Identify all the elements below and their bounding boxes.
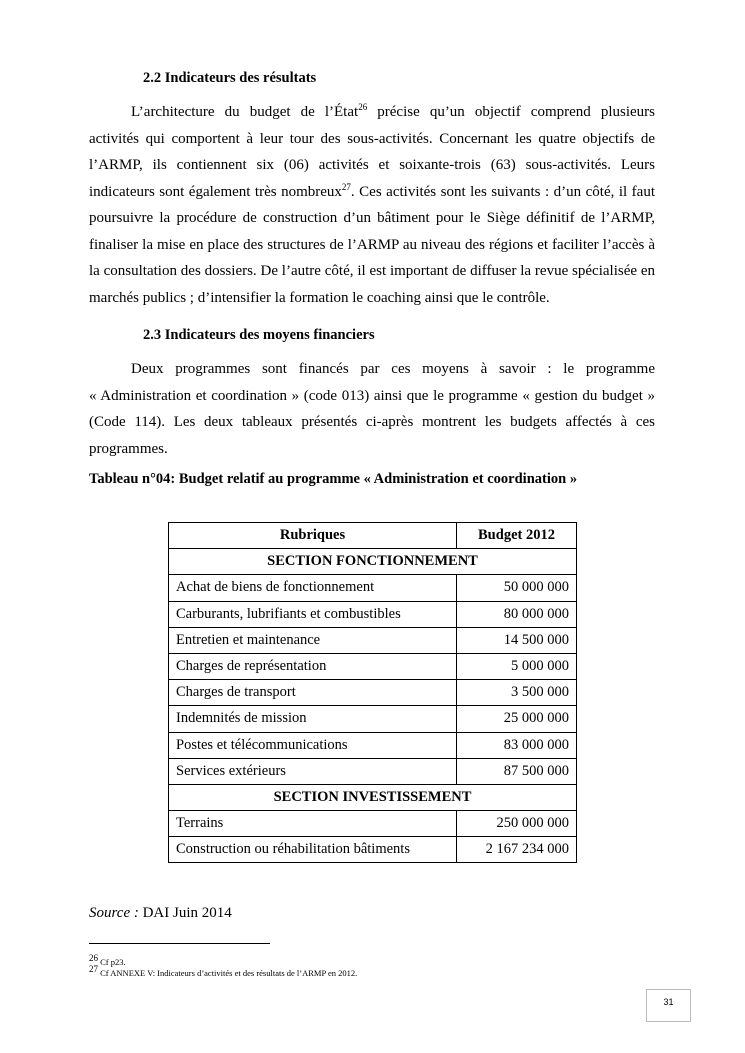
table-row	[169, 601, 577, 627]
budget-cell: 2 167 234 000	[457, 837, 577, 863]
source-label: Source :	[89, 905, 139, 921]
rubrique-cell: Construction ou réhabilitation bâtiments	[169, 837, 457, 863]
footnote-27: $^{27}$ Cf ANNEXE V: Indicateurs d’activités et des résultats de l’ARMP en 2012.	[89, 964, 358, 978]
rubrique-cell: Entretien et maintenance	[169, 627, 457, 653]
text-line: l’ARMP, ils contiennent six (06) activités et soixante-trois (63) sous-activités. Leurs	[89, 157, 655, 173]
text-line: poursuivre la procédure de construction d’un bâtiment pour le Siège définitif de l’ARMP,	[89, 210, 655, 226]
text-line: programmes.	[89, 440, 168, 457]
rubrique-cell: Carburants, lubrifiants et combustibles	[169, 601, 457, 627]
table-row	[169, 706, 577, 732]
page-number: 31	[646, 989, 691, 1022]
budget-cell: 83 000 000	[457, 732, 577, 758]
text-line: la consultation des dossiers. De l’autre côté, il est important de diffuser la revue spécialisée en	[89, 263, 655, 279]
rubrique-cell: Achat de biens de fonctionnement	[169, 575, 457, 601]
text-line: « Administration et coordination » (code 013) ainsi que le programme « gestion du budget »	[89, 387, 655, 404]
table-row	[169, 627, 577, 653]
footnote-separator	[89, 943, 270, 944]
footnote-ref: 27	[341, 181, 351, 192]
section-investissement: SECTION INVESTISSEMENT	[169, 784, 577, 810]
heading-2-2: 2.2 Indicateurs des résultats	[143, 70, 317, 86]
table-row	[169, 758, 577, 784]
text-line: L’architecture du budget de l’État$^{26}$ précise qu’un objectif comprend plusieurs	[131, 102, 655, 120]
rubrique-cell: Indemnités de mission	[169, 706, 457, 732]
table-header-row	[169, 523, 577, 549]
text-line: Deux programmes sont financés par ces moyens à savoir : le programme	[131, 361, 655, 377]
table-row	[169, 811, 577, 837]
header-rubriques: Rubriques	[169, 523, 457, 549]
text-line: activités qui comportent à leur tour des sous-activités. Concernant les quatre objectifs de	[89, 130, 655, 147]
text-line: (Code 114). Les deux tableaux présentés ci-après montrent les budgets affectés à ces	[89, 414, 655, 430]
budget-cell: 80 000 000	[457, 601, 577, 627]
paragraph-indicateurs-resultats	[89, 99, 655, 311]
table-row	[169, 732, 577, 758]
budget-table	[168, 522, 577, 863]
source-line	[89, 905, 232, 922]
budget-cell: 25 000 000	[457, 706, 577, 732]
source-value: DAI Juin 2014	[138, 905, 232, 921]
text-line: finaliser la mise en place des structures de l’ARMP au niveau des régions et faciliter l’accès à	[89, 236, 655, 253]
table-row	[169, 575, 577, 601]
section-fonctionnement: SECTION FONCTIONNEMENT	[169, 549, 577, 575]
text-line: indicateurs sont également très nombreux$^{27}$. Ces activités sont les suivants : d’un côté, il faut	[89, 181, 655, 200]
table-caption: Tableau n°04: Budget relatif au programme « Administration et coordination »	[89, 471, 578, 487]
budget-cell: 5 000 000	[457, 653, 577, 679]
header-budget: Budget 2012	[457, 523, 577, 549]
section-row	[169, 549, 577, 575]
table-row	[169, 653, 577, 679]
text-line: marchés publics ; d’intensifier la formation le coaching ainsi que le contrôle.	[89, 289, 550, 306]
paragraph-moyens-financiers	[89, 356, 655, 462]
budget-cell: 250 000 000	[457, 811, 577, 837]
rubrique-cell: Postes et télécommunications	[169, 732, 457, 758]
budget-cell: 87 500 000	[457, 758, 577, 784]
budget-cell: 3 500 000	[457, 680, 577, 706]
rubrique-cell: Terrains	[169, 811, 457, 837]
rubrique-cell: Charges de représentation	[169, 653, 457, 679]
table-row	[169, 837, 577, 863]
table-row	[169, 680, 577, 706]
rubrique-cell: Services extérieurs	[169, 758, 457, 784]
heading-2-3: 2.3 Indicateurs des moyens financiers	[143, 327, 375, 343]
budget-cell: 14 500 000	[457, 627, 577, 653]
footnote-26: $^{26}$ Cf p23.	[89, 953, 126, 967]
footnote-ref: 26	[358, 102, 368, 112]
section-row	[169, 784, 577, 810]
budget-cell: 50 000 000	[457, 575, 577, 601]
rubrique-cell: Charges de transport	[169, 680, 457, 706]
